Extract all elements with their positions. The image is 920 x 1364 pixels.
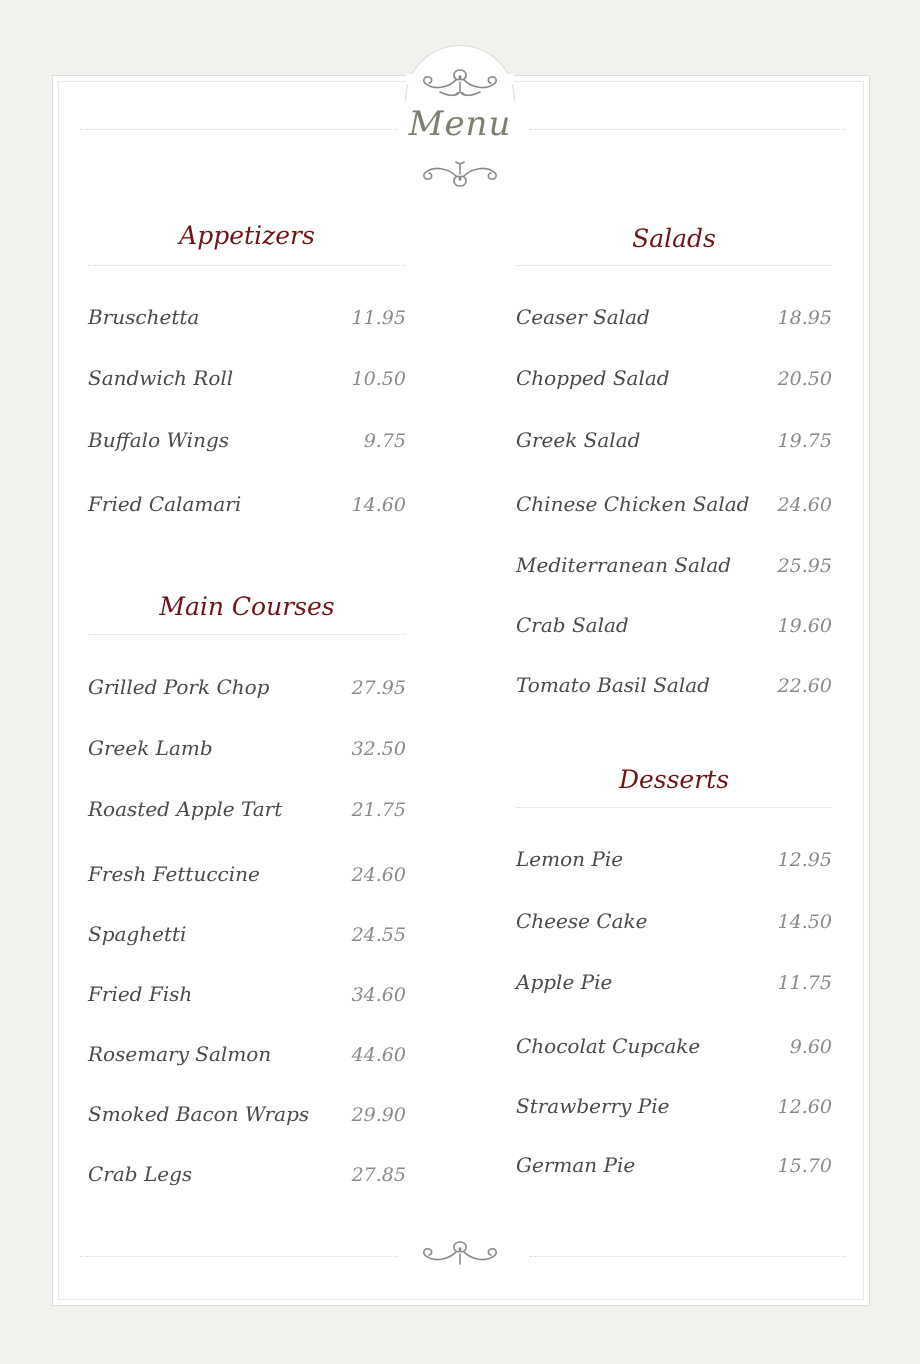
menu-item-name: Fried Calamari <box>88 492 242 516</box>
menu-item-name: Mediterranean Salad <box>516 553 732 577</box>
menu-item-name: Chocolat Cupcake <box>516 1034 701 1058</box>
menu-item <box>516 428 832 458</box>
menu-item-name: Lemon Pie <box>516 847 624 871</box>
menu-item-price: 24.60 <box>351 864 406 886</box>
section-divider-desserts <box>516 807 832 808</box>
menu-item-price: 24.55 <box>351 924 406 946</box>
menu-item <box>88 305 406 335</box>
menu-item-name: Buffalo Wings <box>88 428 230 452</box>
menu-item-price: 11.95 <box>351 307 406 329</box>
menu-item-price: 19.75 <box>777 430 832 452</box>
menu-item-name: Greek Salad <box>516 428 641 452</box>
menu-item-price: 29.90 <box>351 1104 406 1126</box>
menu-item-price: 9.75 <box>363 430 406 452</box>
menu-item-price: 34.60 <box>351 984 406 1006</box>
menu-item-name: Rosemary Salmon <box>88 1042 272 1066</box>
menu-title: Menu <box>408 104 512 144</box>
menu-item-name: Crab Salad <box>516 613 629 637</box>
menu-item-name: Crab Legs <box>88 1162 193 1186</box>
menu-item-name: Chinese Chicken Salad <box>516 492 750 516</box>
menu-item <box>516 847 832 877</box>
menu-item <box>516 673 832 703</box>
section-title-main-courses: Main Courses <box>159 592 335 621</box>
menu-item-name: Fried Fish <box>88 982 193 1006</box>
menu-item-price: 27.95 <box>351 677 406 699</box>
menu-item-name: Strawberry Pie <box>516 1094 670 1118</box>
menu-item-price: 14.50 <box>777 911 832 933</box>
flourish-top-icon <box>420 66 500 100</box>
menu-item-name: Sandwich Roll <box>88 366 234 390</box>
menu-item <box>88 1102 406 1132</box>
flourish-under-title-icon <box>420 156 500 190</box>
menu-item-price: 25.95 <box>777 555 832 577</box>
menu-item-price: 15.70 <box>777 1155 832 1177</box>
menu-item-name: Fresh Fettuccine <box>88 862 260 886</box>
menu-item-price: 19.60 <box>777 615 832 637</box>
menu-item <box>516 492 832 522</box>
menu-item <box>88 428 406 458</box>
menu-item-price: 22.60 <box>777 675 832 697</box>
menu-item <box>88 1042 406 1072</box>
menu-item-name: Greek Lamb <box>88 736 213 760</box>
menu-item-price: 27.85 <box>351 1164 406 1186</box>
bottom-divider-right <box>530 1256 846 1257</box>
menu-item-price: 21.75 <box>351 799 406 821</box>
menu-item <box>516 909 832 939</box>
menu-item <box>88 922 406 952</box>
menu-item-price: 32.50 <box>351 738 406 760</box>
menu-item-price: 14.60 <box>351 494 406 516</box>
menu-item <box>516 366 832 396</box>
menu-item <box>516 970 832 1000</box>
menu-item <box>88 982 406 1012</box>
menu-item-name: German Pie <box>516 1153 636 1177</box>
menu-item-name: Cheese Cake <box>516 909 648 933</box>
menu-item <box>516 1034 832 1064</box>
section-title-desserts: Desserts <box>618 765 730 794</box>
menu-item-price: 44.60 <box>351 1044 406 1066</box>
menu-item <box>88 736 406 766</box>
menu-item-name: Roasted Apple Tart <box>88 797 283 821</box>
section-divider-appetizers <box>88 265 406 266</box>
menu-item-name: Grilled Pork Chop <box>88 675 270 699</box>
menu-item <box>88 797 406 827</box>
menu-item-price: 10.50 <box>351 368 406 390</box>
menu-item <box>88 1162 406 1192</box>
menu-item-price: 24.60 <box>777 494 832 516</box>
menu-item <box>88 492 406 522</box>
menu-item <box>516 1094 832 1124</box>
menu-item-name: Spaghetti <box>88 922 187 946</box>
menu-item-name: Apple Pie <box>516 970 613 994</box>
menu-item <box>88 366 406 396</box>
menu-item-price: 9.60 <box>789 1036 832 1058</box>
menu-item <box>516 305 832 335</box>
section-divider-main-courses <box>88 634 406 635</box>
section-divider-salads <box>516 265 832 266</box>
menu-item <box>516 613 832 643</box>
section-title-appetizers: Appetizers <box>179 221 315 250</box>
menu-item <box>88 675 406 705</box>
menu-item-name: Ceaser Salad <box>516 305 650 329</box>
menu-item-price: 12.95 <box>777 849 832 871</box>
menu-item-name: Smoked Bacon Wraps <box>88 1102 310 1126</box>
section-title-salads: Salads <box>632 224 716 253</box>
menu-item-name: Bruschetta <box>88 305 200 329</box>
menu-item-price: 11.75 <box>777 972 832 994</box>
title-divider-left <box>80 129 398 130</box>
menu-item-price: 18.95 <box>777 307 832 329</box>
menu-item-name: Tomato Basil Salad <box>516 673 710 697</box>
menu-item-name: Chopped Salad <box>516 366 670 390</box>
title-divider-right <box>530 129 846 130</box>
menu-item <box>88 862 406 892</box>
flourish-bottom-icon <box>420 1238 500 1272</box>
menu-item <box>516 1153 832 1183</box>
menu-item <box>516 553 832 583</box>
menu-item-price: 12.60 <box>777 1096 832 1118</box>
menu-item-price: 20.50 <box>777 368 832 390</box>
bottom-divider-left <box>80 1256 398 1257</box>
